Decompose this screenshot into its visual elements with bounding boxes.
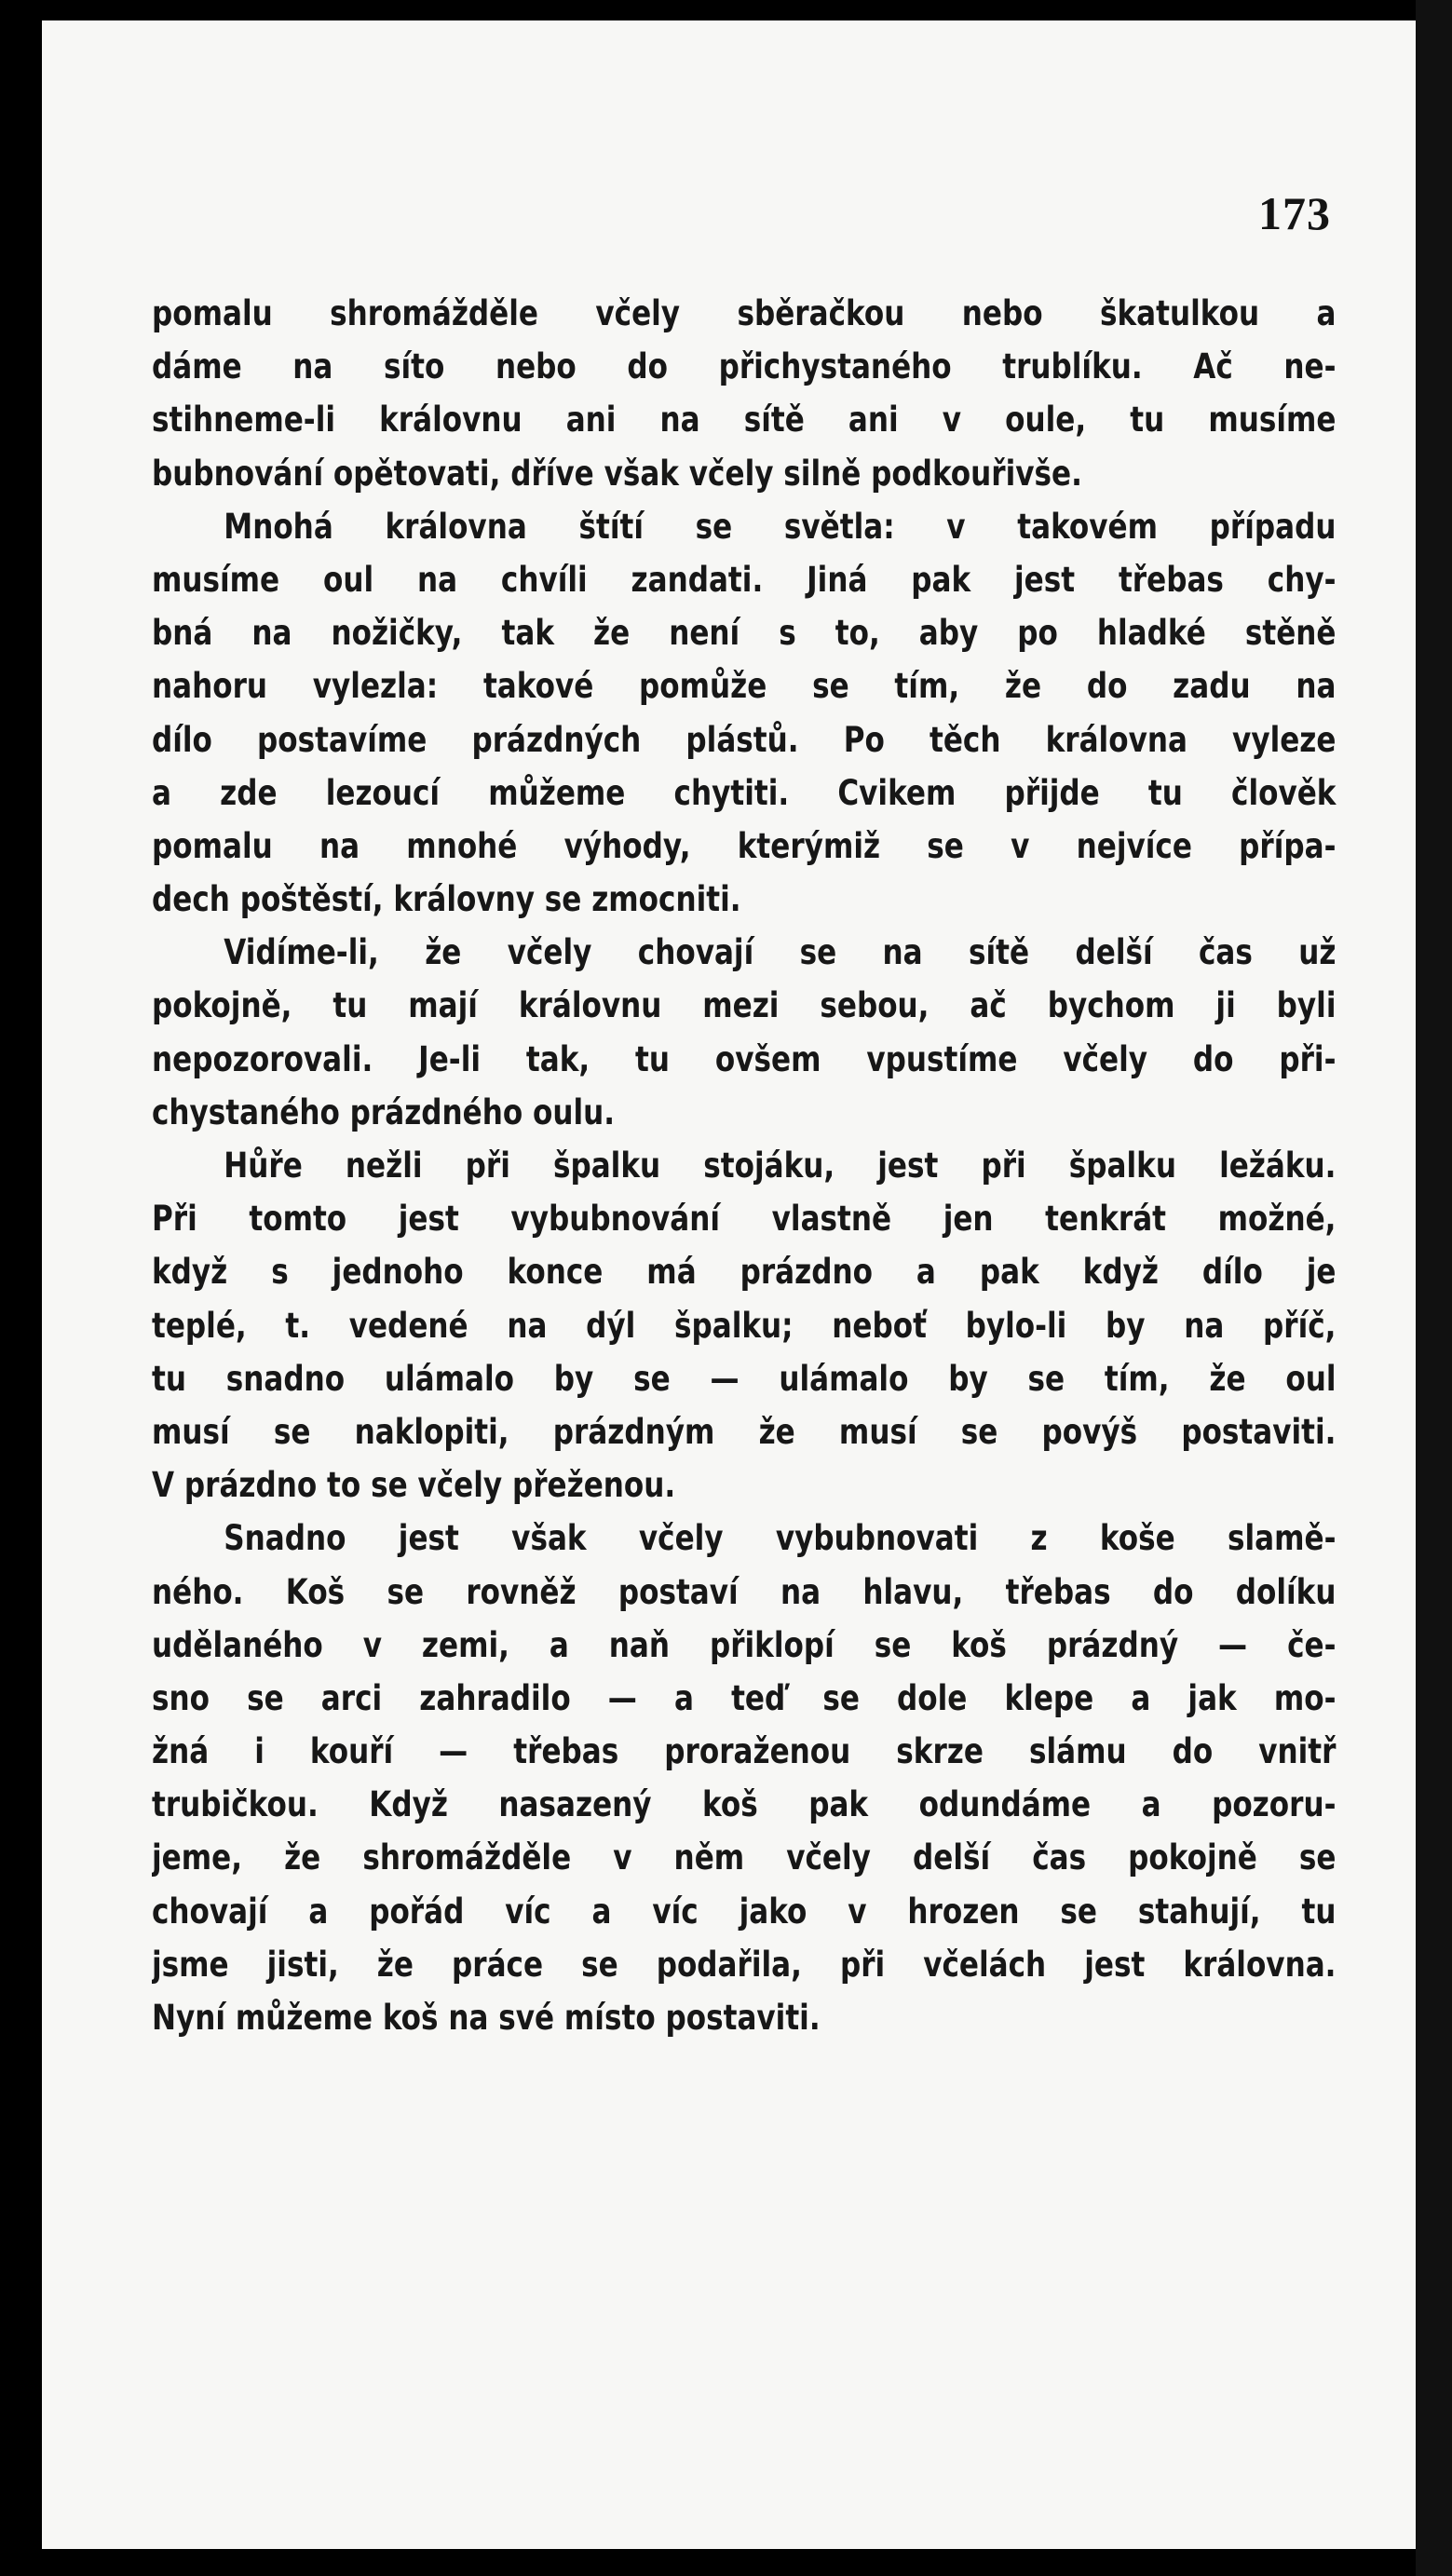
- text-line: žná i kouří — třebas proraženou skrze slámu do vnitř: [152, 1731, 1337, 1772]
- text-line: Snadno jest však včely vybubnovati z koše slamě-: [224, 1518, 1337, 1559]
- text-line: Nyní můžeme koš na své místo postaviti.: [152, 1998, 821, 2038]
- text-line: bná na nožičky, tak že není s to, aby po hladké stěně: [152, 613, 1337, 654]
- text-line: jsme jisti, že práce se podařila, při včelách jest královna.: [152, 1944, 1337, 1985]
- text-line: dáme na síto nebo do přichystaného trublíku. Ač ne-: [152, 346, 1337, 387]
- text-line: pomalu na mnohé výhody, kterýmiž se v nejvíce přípa-: [152, 825, 1337, 866]
- text-line: Při tomto jest vybubnování vlastně jen tenkrát možné,: [152, 1199, 1337, 1240]
- text-line: musíme oul na chvíli zandati. Jiná pak jest třebas chy-: [152, 559, 1337, 600]
- text-line: tu snadno ulámalo by se — ulámalo by se tím, že oul: [152, 1358, 1337, 1399]
- text-line: stihneme-li královnu ani na sítě ani v oule, tu musíme: [152, 400, 1337, 441]
- text-line: chovají a pořád víc a víc jako v hrozen se stahují, tu: [152, 1891, 1337, 1932]
- text-line: když s jednoho konce má prázdno a pak když dílo je: [152, 1252, 1337, 1293]
- text-line: dech poštěstí, královny se zmocniti.: [152, 879, 741, 920]
- text-line: Hůře nežli při špalku stojáku, jest při špalku ležáku.: [224, 1146, 1337, 1186]
- page-number: 173: [1258, 187, 1331, 239]
- text-line: chystaného prázdného oulu.: [152, 1091, 616, 1132]
- text-line: sno se arci zahradilo — a teď se dole klepe a jak mo-: [152, 1677, 1337, 1718]
- text-line: pokojně, tu mají královnu mezi sebou, ač bychom ji byli: [152, 985, 1337, 1026]
- text-line: Mnohá královna štítí se světla: v takovém případu: [224, 506, 1337, 547]
- text-line: udělaného v zemi, a naň přiklopí se koš prázdný — če-: [152, 1624, 1337, 1665]
- text-line: nepozorovali. Je-li tak, tu ovšem vpustíme včely do při-: [152, 1038, 1337, 1079]
- text-line: ného. Koš se rovněž postaví na hlavu, třebas do dolíku: [152, 1571, 1337, 1612]
- text-line: Vidíme-li, že včely chovají se na sítě delší čas už: [224, 932, 1337, 973]
- text-line: musí se naklopiti, prázdným že musí se povýš postaviti.: [152, 1411, 1337, 1452]
- book-page: [42, 20, 1416, 2549]
- text-line: bubnování opětovati, dříve však včely silně podkouřivše.: [152, 453, 1082, 494]
- text-line: jeme, že shromážděle v něm včely delší čas pokojně se: [152, 1837, 1337, 1878]
- text-line: dílo postavíme prázdných plástů. Po těch královna vyleze: [152, 719, 1337, 760]
- text-line: V prázdno to se včely přeženou.: [152, 1465, 676, 1506]
- text-line: teplé, t. vedené na dýl špalku; neboť bylo-li by na příč,: [152, 1305, 1337, 1346]
- scan-right-edge: [1416, 0, 1452, 2576]
- page-body-text: [152, 287, 1337, 2044]
- text-line: pomalu shromážděle včely sběračkou nebo škatulkou a: [152, 293, 1337, 333]
- text-line: nahoru vylezla: takové pomůže se tím, že do zadu na: [152, 666, 1337, 707]
- text-line: trubičkou. Když nasazený koš pak odundáme a pozoru-: [152, 1784, 1337, 1825]
- text-line: a zde lezoucí můžeme chytiti. Cvikem přijde tu člověk: [152, 772, 1337, 813]
